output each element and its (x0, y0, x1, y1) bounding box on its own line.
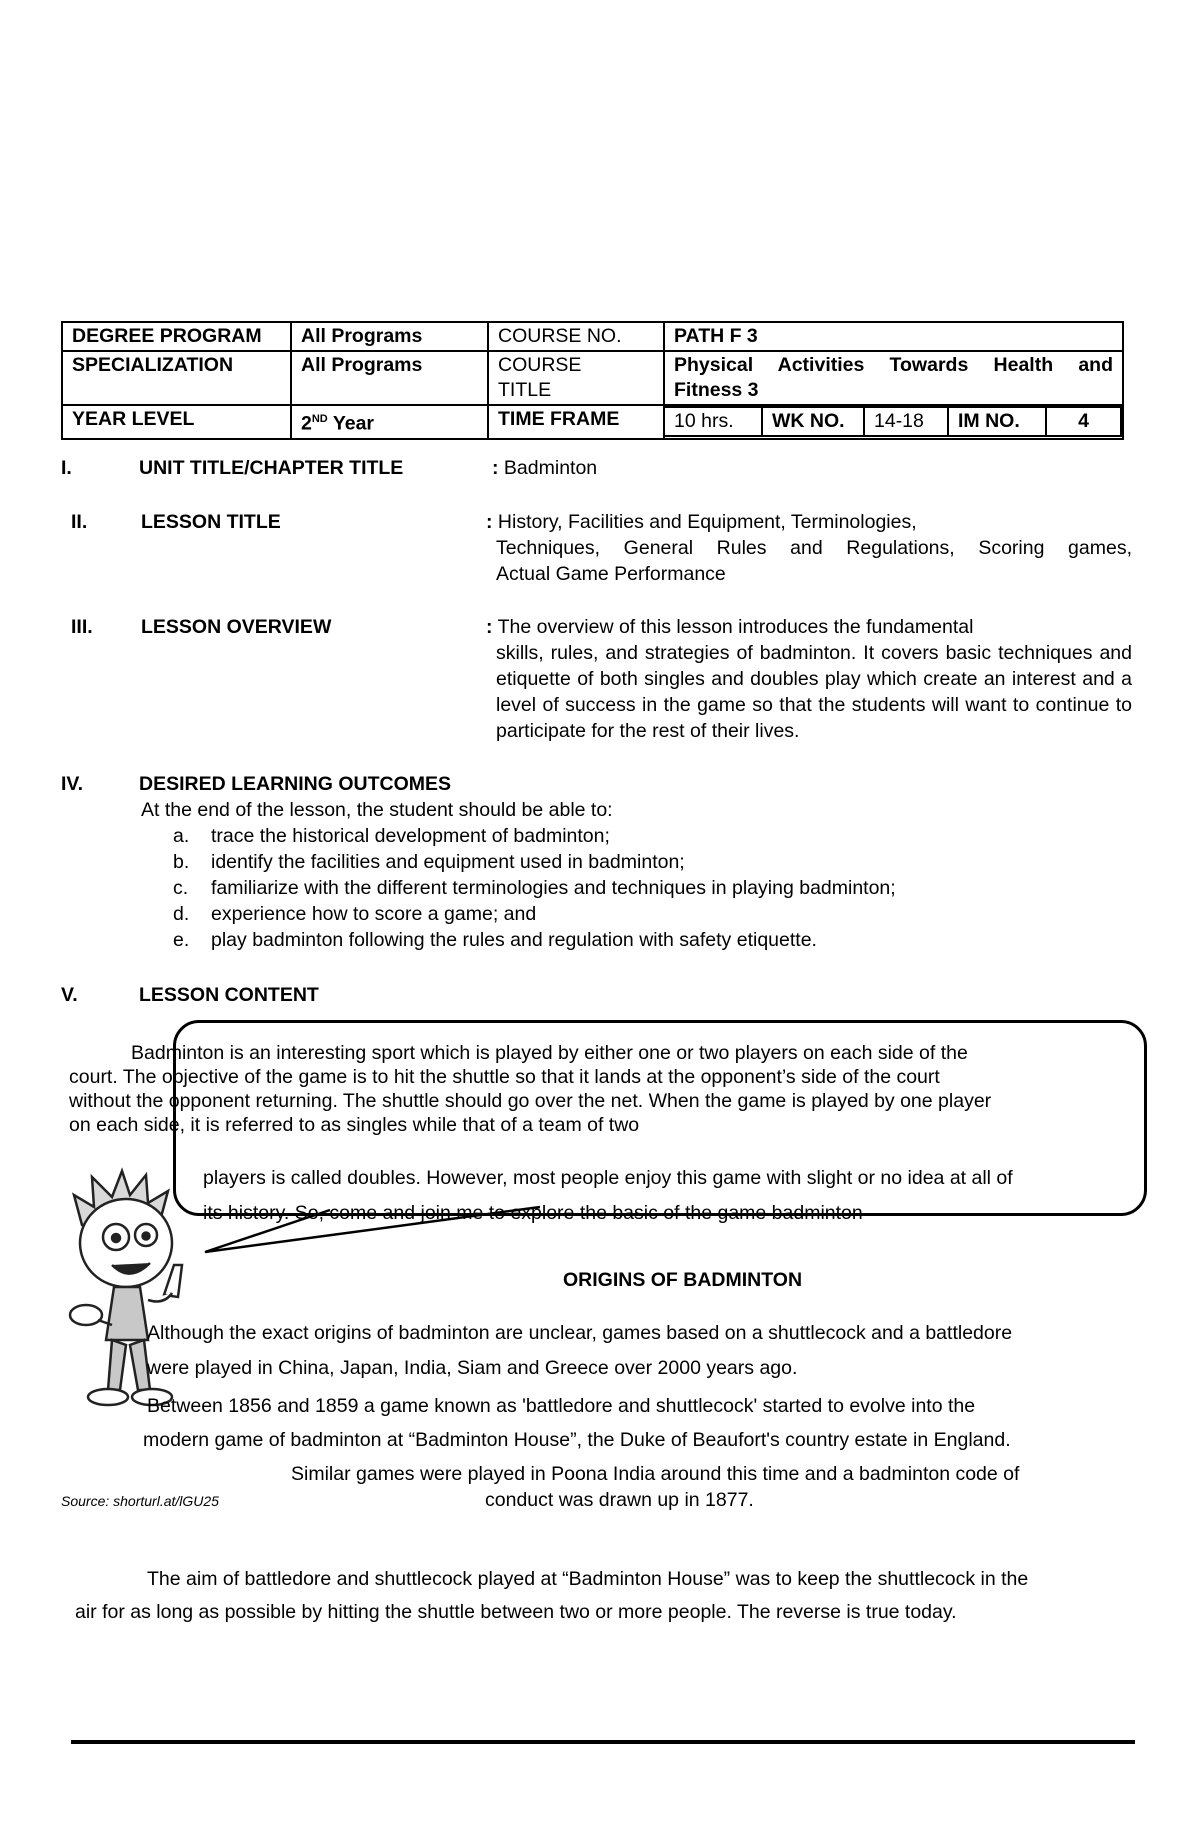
im-no-value: 4 (1046, 407, 1121, 436)
cartoon-character-icon (64, 1165, 224, 1420)
year-level-label: YEAR LEVEL (62, 405, 291, 439)
image-source-caption: Source: shorturl.at/lGU25 (61, 1493, 219, 1509)
overview-text: The overview of this lesson introduces the fundamental (497, 616, 974, 638)
outcomes-intro: At the end of the lesson, the student should be able to: (141, 799, 613, 821)
time-frame-label: TIME FRAME (488, 405, 664, 439)
unit-title-value: : Badminton (492, 457, 598, 479)
origins-line: conduct was drawn up in 1877. (485, 1489, 754, 1511)
section-number: II. (71, 511, 88, 533)
section-number: IV. (61, 773, 84, 795)
list-item (173, 849, 896, 875)
lesson-title-line: : History, Facilities and Equipment, Terminologies, (486, 511, 917, 533)
im-no-label: IM NO. (948, 407, 1046, 436)
year-level-value (291, 405, 488, 439)
section-label: LESSON TITLE (141, 511, 281, 533)
degree-program-label: DEGREE PROGRAM (62, 322, 291, 351)
list-marker: b. (173, 851, 190, 873)
list-item-text: experience how to score a game; and (211, 903, 537, 925)
course-title-value-line: Fitness 3 (674, 379, 759, 401)
list-item-text: trace the historical development of badminton; (211, 825, 610, 847)
aim-line: The aim of battledore and shuttlecock played at “Badminton House” was to keep the shuttlecock in the (147, 1568, 1029, 1590)
list-marker: d. (173, 903, 190, 925)
degree-program-value: All Programs (291, 322, 488, 351)
list-marker: c. (173, 877, 189, 899)
course-title-value (664, 351, 1123, 405)
time-frame-value: 10 hrs. (665, 407, 762, 436)
specialization-label: SPECIALIZATION (62, 351, 291, 405)
course-title-label-line: COURSE (498, 354, 582, 376)
section-label: LESSON CONTENT (139, 984, 319, 1006)
section-number: III. (71, 616, 93, 638)
origins-line: Although the exact origins of badminton are unclear, games based on a shuttlecock and a battledore (147, 1322, 1013, 1344)
origins-line: modern game of badminton at “Badminton House”, the Duke of Beaufort's country estate in England. (143, 1429, 1011, 1451)
origins-heading: ORIGINS OF BADMINTON (563, 1269, 803, 1291)
time-frame-subtable (665, 406, 1122, 437)
wk-no-value: 14-18 (864, 407, 948, 436)
course-no-label: COURSE NO. (488, 322, 664, 351)
course-title-value-line: Physical Activities Towards Health and (674, 354, 1113, 376)
list-item-text: play badminton following the rules and regulation with safety etiquette. (211, 929, 817, 951)
section-label: LESSON OVERVIEW (141, 616, 332, 638)
table-row (62, 351, 1123, 405)
outcomes-list (173, 823, 896, 953)
wk-no-label: WK NO. (762, 407, 864, 436)
course-no-value: PATH F 3 (664, 322, 1123, 351)
aim-line: air for as long as possible by hitting the shuttle between two or more people. The reverse is true today. (75, 1601, 957, 1623)
list-marker: a. (173, 825, 190, 847)
lesson-title-line: Actual Game Performance (496, 563, 726, 585)
origins-line: were played in China, Japan, India, Siam and Greece over 2000 years ago. (147, 1357, 798, 1379)
list-item (173, 901, 896, 927)
list-item-text: familiarize with the different terminologies and techniques in playing badminton; (211, 877, 896, 899)
bubble-line: its history. So, come and join me to explore the basic of the game badminton (203, 1202, 863, 1224)
overview-line: : The overview of this lesson introduces the fundamental (486, 616, 974, 638)
section-number: V. (61, 984, 78, 1006)
list-item-text: identify the facilities and equipment used in badminton; (211, 851, 685, 873)
year-level-number: 2 (301, 412, 312, 435)
list-item (173, 875, 896, 901)
section-number: I. (61, 457, 72, 479)
section-label: DESIRED LEARNING OUTCOMES (139, 773, 452, 795)
lesson-title-text: History, Facilities and Equipment, Terminologies, (497, 511, 917, 533)
unit-title-text: Badminton (503, 457, 598, 479)
course-title-label-line: TITLE (498, 379, 552, 401)
time-frame-cell (664, 405, 1123, 439)
course-info-table (61, 321, 1124, 440)
list-item (173, 927, 896, 953)
year-level-suffix: Year (327, 412, 375, 435)
intro-line: court. The objective of the game is to hit the shuttle so that it lands at the opponent’s side of the court (69, 1066, 940, 1088)
origins-line: Similar games were played in Poona India around this time and a badminton code of (291, 1463, 1020, 1485)
bubble-line: players is called doubles. However, most people enjoy this game with slight or no idea at all of (203, 1167, 1013, 1189)
list-item (173, 823, 896, 849)
table-row (62, 322, 1123, 351)
list-marker: e. (173, 929, 190, 951)
lesson-title-line: Techniques, General Rules and Regulations, Scoring games, (496, 537, 1132, 559)
intro-line: on each side, it is referred to as singles while that of a team of two (69, 1114, 640, 1136)
specialization-value: All Programs (291, 351, 488, 405)
table-row (62, 405, 1123, 439)
intro-line: Badminton is an interesting sport which is played by either one or two players on each side of the (131, 1042, 968, 1064)
footer-divider (71, 1740, 1135, 1744)
origins-line: Between 1856 and 1859 a game known as 'battledore and shuttlecock' started to evolve into the (147, 1395, 976, 1417)
intro-line: without the opponent returning. The shuttle should go over the net. When the game is played by one player (69, 1090, 992, 1112)
course-title-label (488, 351, 664, 405)
overview-paragraph: skills, rules, and strategies of badminton. It covers basic techniques and etiquette of both singles and doubles play which create an interest and a level of success in the game so that the students will want to continue to participate for the rest of their lives. (496, 642, 1132, 742)
year-level-ordinal: ND (311, 413, 328, 425)
section-label: UNIT TITLE/CHAPTER TITLE (139, 457, 404, 479)
